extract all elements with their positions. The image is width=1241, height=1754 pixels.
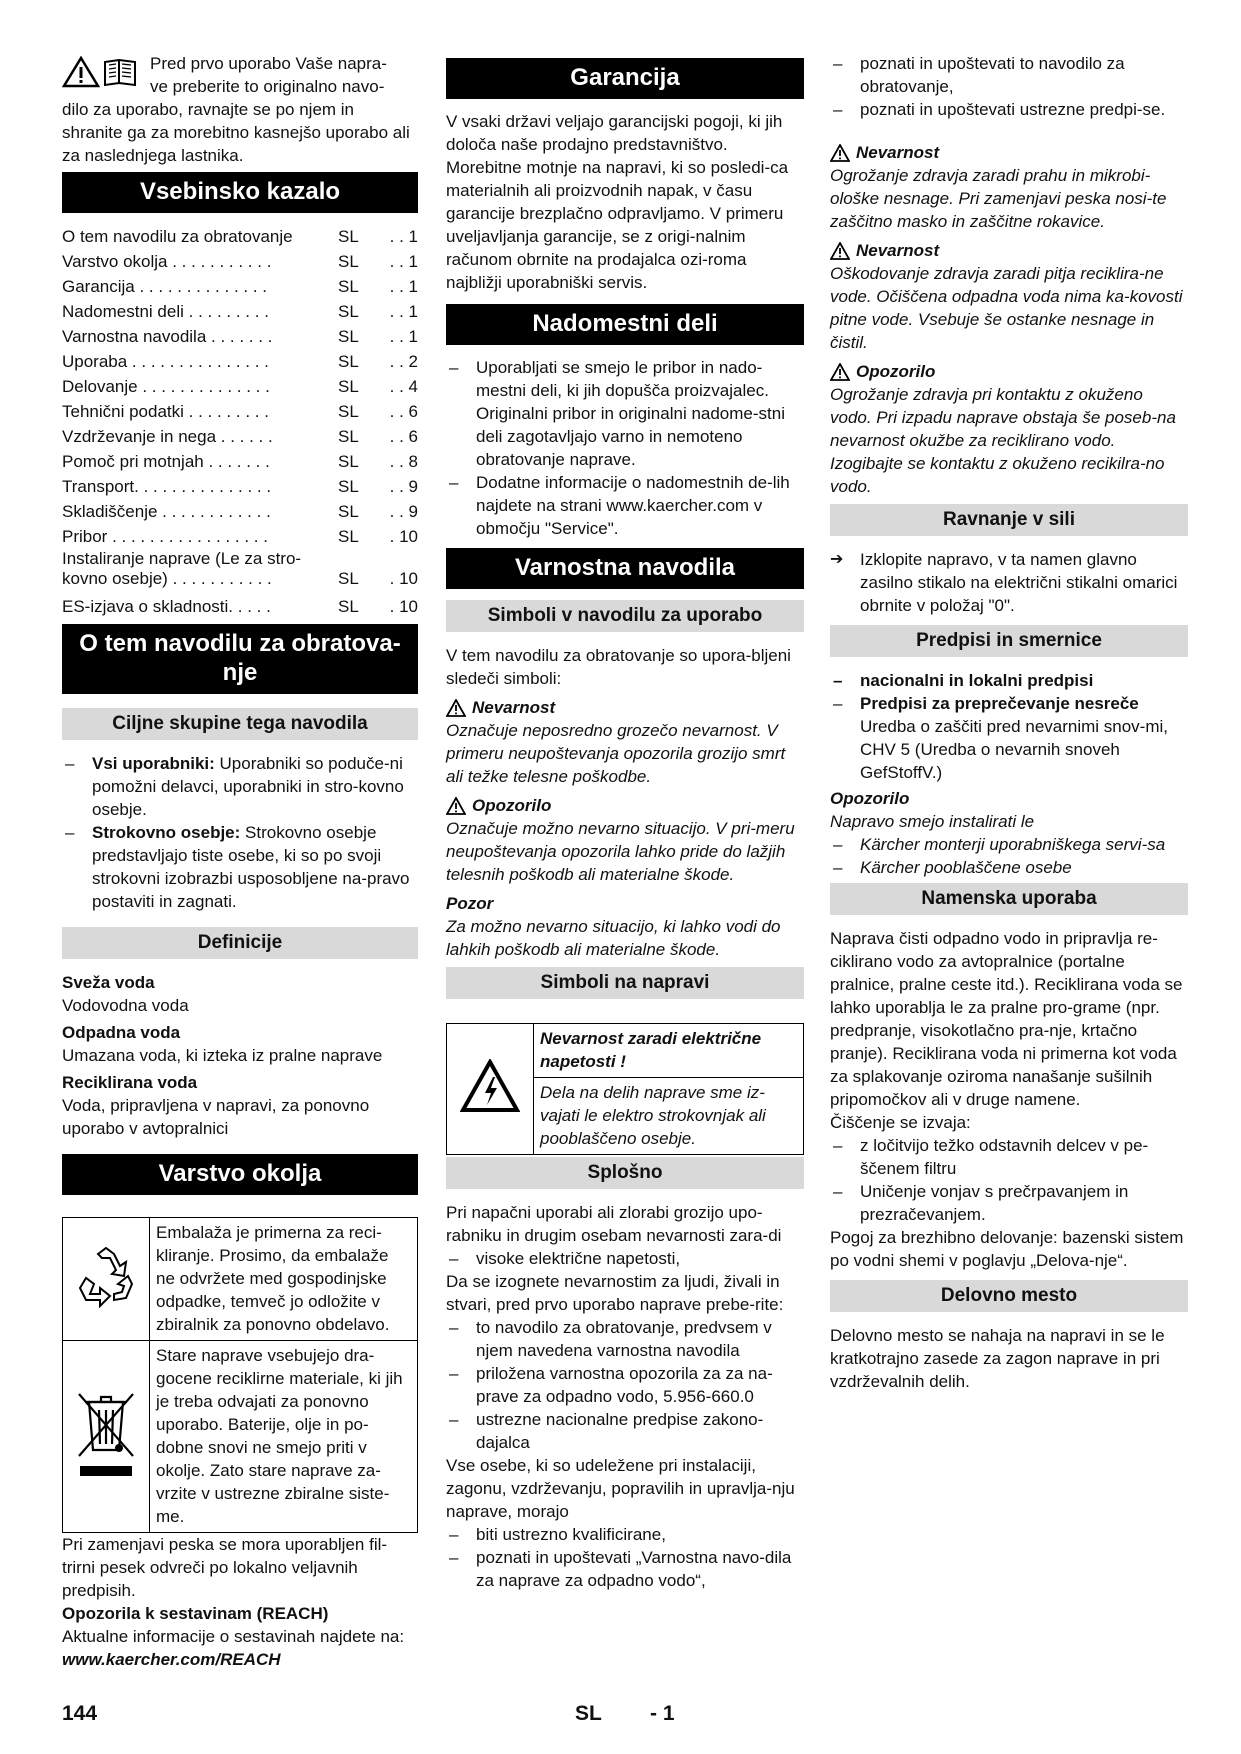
target-groups-title: Ciljne skupine tega navodila	[62, 708, 418, 740]
toc-label: Pomoč pri motnjah . . . . . . .	[62, 452, 270, 471]
list-item: – poznati in upoštevati „Varnostna navo-dila za naprave za odpadno vodo“,	[446, 1546, 804, 1592]
toc-label: Varnostna navodila . . . . . . .	[62, 327, 273, 346]
workplace-title: Delovno mesto	[830, 1280, 1188, 1312]
page-number: 144	[62, 1702, 98, 1725]
intended-use-title: Namenska uporaba	[830, 883, 1188, 915]
warning-icon	[830, 363, 850, 381]
regulations-warning-list	[830, 833, 1188, 879]
warning-icon	[830, 144, 850, 162]
reach-text: Aktualne informacije o sestavinah najdete na:	[62, 1627, 405, 1646]
packaging-text: Embalaža je primerna za reci-kliranje. Prosimo, da embalaže ne odvržete med gospodinjske odpadke, temveč jo odložite v zbiralnik za ponovno obdelavo.	[150, 1218, 418, 1341]
toc-page	[378, 549, 418, 569]
toc-label: kovno osebje) . . . . . . . . . . .	[62, 569, 272, 588]
device-symbols-table	[446, 1023, 804, 1155]
toc-lang: SL	[338, 569, 359, 588]
general-p1: Pri napačni uporabi ali zlorabi grozijo upo-rabniku in drugim osebam nevarnosti zara-di	[446, 1203, 782, 1245]
sand-text: Pri zamenjavi peska se mora uporabljen fil-trirni pesek odvreči po lokalno veljavnih predpisih.	[62, 1535, 388, 1600]
toc-row[interactable]	[62, 249, 418, 274]
parts-list	[446, 356, 804, 540]
toc-lang: SL	[338, 452, 359, 471]
general-list-2	[446, 1316, 804, 1454]
toc-label: Vzdrževanje in nega . . . . . .	[62, 427, 273, 446]
regulations-warning-title: Opozorilo	[830, 789, 910, 808]
warning-icon	[62, 56, 100, 88]
toc-lang: SL	[338, 477, 359, 496]
toc-lang: SL	[338, 302, 359, 321]
toc-label: Transport. . . . . . . . . . . . . . .	[62, 477, 272, 496]
toc-label: Garancija . . . . . . . . . . . . . .	[62, 277, 268, 296]
toc-label: Varstvo okolja . . . . . . . . . . .	[62, 252, 272, 271]
list-item: – Uporabljati se smejo le pribor in nado-mestni deli, ki jih dopušča proizvajalec. Originalni pribor in originalni nadome-stni deli zagotavljajo varno in nemoteno obratovanje naprave.	[446, 356, 804, 471]
danger-heading: Nevarnost	[446, 696, 804, 719]
toc-lang: SL	[338, 427, 359, 446]
intro	[62, 52, 418, 167]
target-groups-list	[62, 752, 418, 913]
list-item: – Uničenje vonjav s prečrpavanjem in prezračevanjem.	[830, 1180, 1188, 1226]
general-p3: Vse osebe, ki so udeležene pri instalaciji, zagonu, vzdrževanju, popravilih in upravlja-nju naprave, morajo	[446, 1456, 795, 1521]
old-devices-text: Stare naprave vsebujejo dra-gocene reciklirne materiale, ki jih je treba odvajati za ponovno uporabo. Baterije, olje in po-dobne snovi ne smejo priti v okolje. Zato stare naprave za-vrzite v ustrezne zbiralne siste-me.	[150, 1341, 418, 1533]
intro-line-1: Pred prvo uporabo Vaše napra-	[150, 54, 387, 73]
toc-page: . . 1	[389, 327, 418, 346]
warning-text: Ogrožanje zdravja pri kontaktu z okuženo vodo. Pri izpadu naprave obstaja še poseb-na nevarnost okužbe za reciklirano vodo. Izogibajte se kontaktu z okuženo recikilra-no vodo.	[830, 385, 1176, 496]
workplace-text: Delovno mesto se nahaja na napravi in se le kratkotrajno zasede za zagon naprave in pri vzdrževalnih delih.	[830, 1326, 1165, 1391]
toc-page: . 10	[389, 527, 418, 546]
toc-page: . . 1	[389, 302, 418, 321]
toc-page: . 10	[389, 569, 418, 588]
column-left	[62, 52, 418, 1671]
emergency-list	[830, 548, 1188, 617]
list-item: – poznati in upoštevati to navodilo za obratovanje,	[830, 52, 1188, 98]
crossed-bin-icon	[73, 1388, 139, 1480]
toc-row[interactable]	[62, 299, 418, 324]
regulations-title: Predpisi in smernice	[830, 625, 1188, 657]
list-item: – Predpisi za preprečevanje nesreče Uredba o zaščiti pred nevarnimi snov-mi, CHV 5 (Uredba o nevarnih snoveh GefStoffV.)	[830, 692, 1188, 784]
toc-lang	[338, 549, 378, 569]
toc-label: ES-izjava o skladnosti. . . . .	[62, 597, 271, 616]
about-title: O tem navodilu za obratova- nje	[62, 624, 418, 694]
toc-row[interactable]	[62, 374, 418, 399]
list-item: – Strokovno osebje: Strokovno osebje predstavljajo tiste osebe, ki so po svoji strokovni izobrazbi usposobljene na-pravo postaviti in zagnati.	[62, 821, 418, 913]
toc-lang: SL	[338, 352, 359, 371]
toc-row[interactable]	[62, 474, 418, 499]
environment-table	[62, 1217, 418, 1533]
general-list-3	[446, 1523, 804, 1592]
intended-use-p2: Čiščenje se izvaja:	[830, 1113, 971, 1132]
toc-lang: SL	[338, 527, 359, 546]
toc-lang: SL	[338, 377, 359, 396]
toc-label: Instaliranje naprave (Le za stro-	[62, 549, 302, 568]
def-term: Reciklirana voda	[62, 1073, 198, 1092]
intro-rest: dilo za uporabo, ravnajte se po njem in shranite ga za morebitno kasnejšo uporabo ali za naslednjega lastnika.	[62, 100, 410, 165]
def-desc: Vodovodna voda	[62, 996, 189, 1015]
toc-label: Tehnični podatki . . . . . . . . .	[62, 402, 269, 421]
warning-icon	[446, 699, 466, 717]
list-item: ➔ Izklopite napravo, v ta namen glavno zasilno stikalo na električni stikalni omarici obrnite v položaj "0".	[830, 548, 1188, 617]
toc-row[interactable]	[62, 224, 418, 249]
column-middle	[446, 52, 804, 1592]
danger-heading: Nevarnost	[830, 239, 1188, 262]
symbols-title: Simboli v navodilu za uporabo	[446, 600, 804, 632]
table-of-contents	[62, 224, 418, 619]
toc-page: . . 6	[389, 402, 418, 421]
toc-lang: SL	[338, 502, 359, 521]
warning-text: Označuje možno nevarno situacijo. V pri-meru neupoštevanja opozorila lahko pride do lažjih telesnih poškodb ali materialne škode.	[446, 819, 795, 884]
electric-hazard-text: Dela na delih naprave sme iz-vajati le elektro strokovnjak ali pooblaščeno osebje.	[534, 1078, 804, 1155]
warning-icon	[446, 797, 466, 815]
toc-label: Pribor . . . . . . . . . . . . . . . . .	[62, 527, 268, 546]
list-item: – Vsi uporabniki: Uporabniki so poduče-ni pomožni delavci, uporabniki in stro-kovno osebje.	[62, 752, 418, 821]
toc-lang: SL	[338, 227, 359, 246]
def-term: Odpadna voda	[62, 1023, 181, 1042]
definitions-title: Definicije	[62, 927, 418, 959]
intro-icons	[62, 56, 138, 88]
general-list-4	[830, 52, 1188, 121]
toc-label: Uporaba . . . . . . . . . . . . . . .	[62, 352, 269, 371]
toc-row[interactable]	[62, 424, 418, 449]
toc-row[interactable]	[62, 549, 418, 569]
emergency-title: Ravnanje v sili	[830, 504, 1188, 536]
list-item: – biti ustrezno kvalificirane,	[446, 1523, 804, 1546]
def-desc: Voda, pripravljena v napravi, za ponovno uporabo v avtopralnici	[62, 1096, 370, 1138]
toc-label: Skladiščenje . . . . . . . . . . . .	[62, 502, 271, 521]
caution-heading: Pozor	[446, 894, 494, 913]
list-item: – Dodatne informacije o nadomestnih de-lih najdete na strani www.kaercher.com v območju "Service".	[446, 471, 804, 540]
recycling-icon	[74, 1244, 138, 1308]
intro-line-2: ve preberite to originalno navo-	[150, 77, 385, 96]
toc-row[interactable]	[62, 349, 418, 374]
parts-title: Nadomestni deli	[446, 304, 804, 345]
list-item: – nacionalni in lokalni predpisi	[830, 669, 1188, 692]
general-p2: Da se izognete nevarnostim za ljudi, živali in stvari, pred prvo uporabo naprave prebe-rite:	[446, 1272, 784, 1314]
footer-subpage: - 1	[650, 1702, 675, 1725]
list-item: – z ločitvijo težko odstavnih delcev v pe-ščenem filtru	[830, 1134, 1188, 1180]
toc-page: . . 4	[389, 377, 418, 396]
reach-link[interactable]: www.kaercher.com/REACH	[62, 1650, 281, 1669]
environment-title: Varstvo okolja	[62, 1154, 418, 1195]
toc-page: . . 2	[389, 352, 418, 371]
footer-language: SL	[575, 1702, 602, 1725]
list-item: – priložena varnostna opozorila za za na-prave za odpadno vodo, 5.956-660.0	[446, 1362, 804, 1408]
def-term: Sveža voda	[62, 973, 155, 992]
toc-label: Delovanje . . . . . . . . . . . . . .	[62, 377, 270, 396]
list-item: – Kärcher pooblaščene osebe	[830, 856, 1188, 879]
danger-text: Ogrožanje zdravja zaradi prahu in mikrobi-ološke nesnage. Pri zamenjavi peska nosi-te zaščitno masko in zaščitne rokavice.	[830, 166, 1167, 231]
danger-heading: Nevarnost	[830, 141, 1188, 164]
toc-lang: SL	[338, 597, 359, 616]
toc-label: O tem navodilu za obratovanje	[62, 227, 293, 246]
toc-label: Nadomestni deli . . . . . . . . .	[62, 302, 269, 321]
list-item: – Kärcher monterji uporabniškega servi-sa	[830, 833, 1188, 856]
warning-heading: Opozorilo	[446, 794, 804, 817]
toc-row[interactable]	[62, 594, 418, 619]
warning-icon	[830, 242, 850, 260]
toc-lang: SL	[338, 327, 359, 346]
caution-text: Za možno nevarno situacijo, ki lahko vodi do lahkih poškodb ali materialne škode.	[446, 917, 781, 959]
list-item: – poznati in upoštevati ustrezne predpi-se.	[830, 98, 1188, 121]
manual-book-icon	[102, 56, 138, 88]
toc-row[interactable]	[62, 324, 418, 349]
list-item: – ustrezne nacionalne predpise zakono-dajalca	[446, 1408, 804, 1454]
regulations-warning-text: Napravo smejo instalirati le	[830, 812, 1035, 831]
def-desc: Umazana voda, ki izteka iz pralne naprave	[62, 1046, 383, 1065]
toc-row[interactable]	[62, 274, 418, 299]
toc-row[interactable]	[62, 499, 418, 524]
column-right	[830, 52, 1188, 1393]
list-item: – visoke električne napetosti,	[446, 1247, 804, 1270]
toc-page: . . 8	[389, 452, 418, 471]
warranty-text: V vsaki državi veljajo garancijski pogoji, ki jih določa naše prodajno predstavništvo. Morebitne motnje na napravi, ki so posledi-ca materialnih ali proizvodnih napak, v času garancije brezplačno odpravljamo. V primeru uveljavljanja garancije, se z origi-nalnim računom obrnite na prodajalca ozi-roma najbližji uporabniški servis.	[446, 112, 789, 292]
reach-title: Opozorila k sestavinam (REACH)	[62, 1604, 329, 1623]
toc-title: Vsebinsko kazalo	[62, 172, 418, 213]
electric-hazard-icon	[460, 1059, 520, 1113]
intended-use-p3: Pogoj za brezhibno delovanje: bazenski sistem po vodni shemi v poglavju „Delova-nje“.	[830, 1228, 1184, 1270]
intended-use-list	[830, 1134, 1188, 1226]
intended-use-p1: Naprava čisti odpadno vodo in pripravlja re-ciklirano vodo za avtopralnice (portalne pralnice, pralne ceste itd.). Reciklirana voda se lahko uporablja le za pralne pro-grame (npr. predpranje, visokotlačno pra-nje, krtačno pranje). Reciklirana voda ni primerna kot voda za splakovanje oziroma nanašanje sušilnih pripomočkov ali v druge namene.	[830, 929, 1183, 1109]
toc-page: . 10	[389, 597, 418, 616]
toc-page: . . 9	[389, 477, 418, 496]
toc-row[interactable]	[62, 399, 418, 424]
toc-lang: SL	[338, 402, 359, 421]
warning-heading: Opozorilo	[830, 360, 1188, 383]
toc-row[interactable]	[62, 524, 418, 549]
general-title: Splošno	[446, 1157, 804, 1189]
toc-lang: SL	[338, 277, 359, 296]
danger-text: Označuje neposredno grozečo nevarnost. V primeru neupoštevanja opozorila grozijo smrt ali težke telesne poškodbe.	[446, 721, 786, 786]
danger-text: Oškodovanje zdravja zaradi pitja reciklira-ne vode. Očiščena odpadna voda nima ka-kovosti pitne vode. Vsebuje še ostanke nesnage in čistil.	[830, 264, 1183, 352]
warranty-title: Garancija	[446, 58, 804, 99]
toc-row[interactable]	[62, 449, 418, 474]
general-list-1	[446, 1247, 804, 1270]
toc-lang: SL	[338, 252, 359, 271]
toc-page: . . 9	[389, 502, 418, 521]
toc-row[interactable]	[62, 569, 418, 594]
electric-hazard-title: Nevarnost zaradi električne napetosti !	[534, 1024, 804, 1078]
toc-page: . . 6	[389, 427, 418, 446]
symbols-intro: V tem navodilu za obratovanje so upora-bljeni sledeči simboli:	[446, 646, 791, 688]
safety-title: Varnostna navodila	[446, 548, 804, 589]
device-symbols-title: Simboli na napravi	[446, 967, 804, 999]
toc-page: . . 1	[389, 277, 418, 296]
list-item: – to navodilo za obratovanje, predvsem v njem navedena varnostna navodila	[446, 1316, 804, 1362]
toc-page: . . 1	[389, 252, 418, 271]
regulations-list	[830, 669, 1188, 784]
toc-page: . . 1	[389, 227, 418, 246]
